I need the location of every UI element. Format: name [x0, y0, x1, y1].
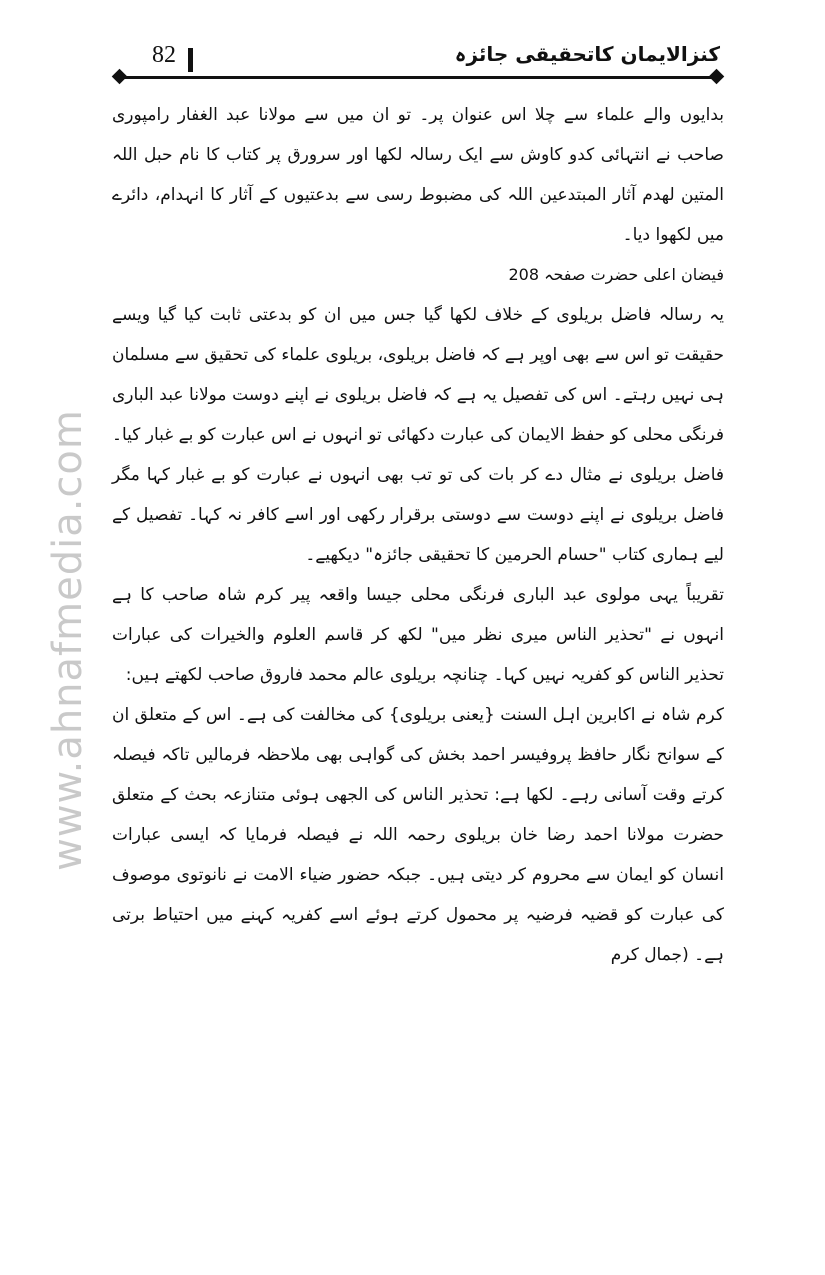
watermark-text: www.ahnafmedia.com	[45, 409, 91, 871]
header-rule	[122, 76, 714, 79]
paragraph-4: کرم شاہ نے اکابرین اہل السنت {یعنی بریلوی} کی مخالفت کی ہے۔ اس کے متعلق ان کے سوانح نگار حافظ پروفیسر احمد بخش کی گواہی بھی ملاحظہ فرمالیں تاکہ فیصلہ کرتے وقت آسانی رہے۔ لکھا ہے: تحذیر الناس کی الجھی ہوئی متنازعہ بحث کے متعلق حضرت مولانا احمد رضا خان بریلوی رحمہ اللہ نے فیصلہ فرمایا کہ ایسی عبارات انسان کو ایمان سے محروم کر دیتی ہیں۔ جبکہ حضور ضیاء الامت نے نانوتوی موصوف کی عبارت کو قضیہ فرضیہ پر محمول کرتے ہوئے اسے کفریہ کہنے میں احتیاط برتی ہے۔ (جمال کرم	[112, 705, 724, 965]
reference-citation: فیضان اعلی حضرت صفحہ 208	[508, 265, 724, 284]
page-number-bar	[188, 48, 193, 72]
header-rule-left-ornament	[112, 69, 128, 85]
page-header	[112, 28, 724, 88]
body-text	[112, 95, 724, 975]
running-title: کنزالایمان کاتحقیقی جائزہ	[454, 42, 720, 66]
paragraph-3: تقریباً یہی مولوی عبد الباری فرنگی محلی جیسا واقعہ پیر کرم شاہ صاحب کا ہے انہوں نے "تحذیر الناس میری نظر میں" لکھ کر قاسم العلوم والخیرات کی عبارات تحذیر الناس کو کفریہ نہیں کہا۔ چنانچہ بریلوی عالم محمد فاروق صاحب لکھتے ہیں:	[112, 585, 724, 685]
header-rule-right-ornament	[709, 69, 725, 85]
paragraph-2: یہ رسالہ فاضل بریلوی کے خلاف لکھا گیا جس میں ان کو بدعتی ثابت کیا گیا ویسے حقیقت تو اس سے بھی اوپر ہے کہ فاضل بریلوی، بریلوی علماء کی تحقیق سے مسلمان ہی نہیں رہتے۔ اس کی تفصیل یہ ہے کہ فاضل بریلوی نے اپنے دوست مولانا عبد الباری فرنگی محلی کو حفظ الایمان کی عبارت دکھائی تو انہوں نے اس عبارت کو بے غبار کیا۔ فاضل بریلوی نے مثال دے کر بات کی تو تب بھی انہوں نے عبارت کو بے غبار کہا مگر فاضل بریلوی نے اپنے دوست سے دوستی برقرار رکھی اور اسے کافر نہ کہا۔ تفصیل کے لیے ہماری کتاب "حسام الحرمین کا تحقیقی جائزہ" دیکھیے۔	[112, 305, 724, 565]
paragraph-1: بدایوں والے علماء سے چلا اس عنوان پر۔ تو ان میں سے مولانا عبد الغفار رامپوری صاحب نے انتہائی کدو کاوش سے ایک رسالہ لکھا اور سرورق پر کتاب کا نام حبل اللہ المتین لھدم آثار المبتدعین اللہ کی مضبوط رسی سے بدعتیوں کے آثار کا انہدام، دائرے میں لکھوا دیا۔	[112, 105, 724, 245]
page-number: 82	[152, 42, 176, 68]
